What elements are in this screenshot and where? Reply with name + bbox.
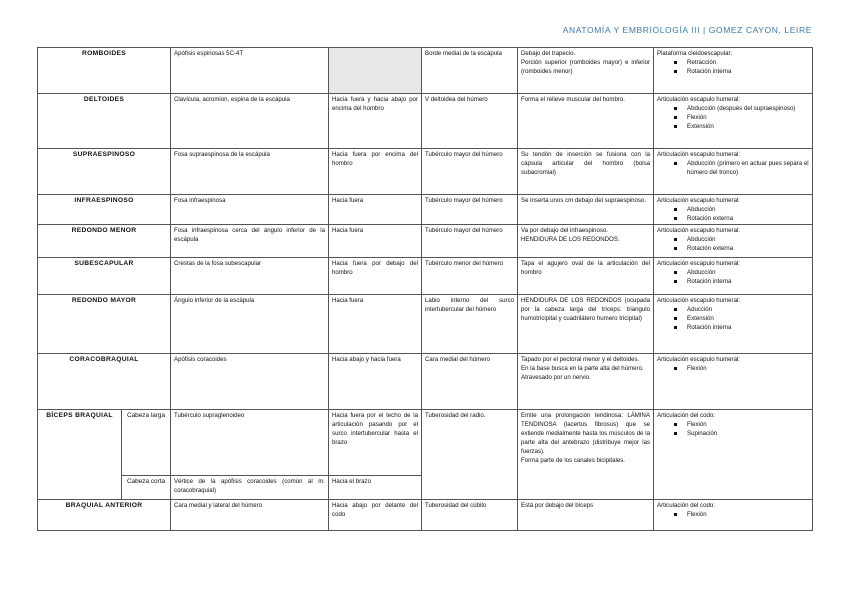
relations-cell <box>518 94 654 149</box>
function-item: Flexión <box>687 420 809 429</box>
function-cell <box>654 149 813 195</box>
relations-cell <box>518 149 654 195</box>
direction-cell: Hacia fuera por encima del hombro <box>329 149 422 195</box>
relations-cell <box>518 225 654 258</box>
function-list <box>657 235 809 253</box>
relations-cell <box>518 500 654 531</box>
function-title: Articulación escapulo humeral: <box>657 356 741 363</box>
relation-text: Forma el relieve muscular del hombro. <box>521 96 625 103</box>
origin-cell: Cara medial y lateral del húmero <box>171 500 329 531</box>
function-item: Rotación externa <box>687 244 809 253</box>
direction-cell: Hacia fuera <box>329 225 422 258</box>
table-row <box>38 295 813 354</box>
relations-cell <box>518 410 654 500</box>
function-cell <box>654 195 813 225</box>
muscle-name: BÍCEPS BRAQUIAL <box>38 410 122 500</box>
function-title: Articulación escapulo humeral: <box>657 260 741 267</box>
function-cell <box>654 94 813 149</box>
function-item: Abducción <box>687 235 809 244</box>
insertion-cell: Cara medial del húmero <box>422 354 518 410</box>
function-title: Articulación escapulo humeral: <box>657 96 741 103</box>
direction-cell: Hacia fuera <box>329 295 422 354</box>
table-row <box>38 48 813 94</box>
head-label: Cabeza larga <box>122 410 171 476</box>
relation-text: HENDIDURA DE LOS REDONDOS. <box>521 236 620 243</box>
function-list <box>657 58 809 76</box>
relation-text: Tapado por el pectoral menor y el deltoides. <box>521 356 640 363</box>
origin-cell: Clavícula, acromion, espina de la escápula <box>171 94 329 149</box>
origin-cell: Apófisis coracoides <box>171 354 329 410</box>
function-item: Supinación <box>687 429 809 438</box>
relation-text: Emite una prolongación tendinosa: LÁMINA TENDINOSA (lacertus fibrosus) que se extiende medialmente hasta los músculos de la parte alta del antebrazo (distribuye mejor las fuerzas). <box>521 412 651 455</box>
muscle-name: REDONDO MENOR <box>38 225 171 258</box>
function-item: Rotación interna <box>687 277 809 286</box>
direction-cell: Hacia fuera por debajo del hombro <box>329 258 422 295</box>
origin-cell: Ángulo inferior de la escápula <box>171 295 329 354</box>
function-item: Rotación interna <box>687 67 809 76</box>
direction-cell: Hacia fuera y hacia abajo por encima del hombro <box>329 94 422 149</box>
function-title: Articulación del codo: <box>657 412 715 419</box>
function-list <box>657 268 809 286</box>
table-row <box>38 258 813 295</box>
muscle-table <box>37 47 813 531</box>
function-title: Articulación escapulo humeral: <box>657 197 741 204</box>
relation-text: Porción superior (romboides mayor) e inferior (romboides menor) <box>521 59 651 75</box>
function-title: Articulación del codo: <box>657 502 715 509</box>
relation-text: Atravesado por un nervio. <box>521 374 591 381</box>
relation-text: En la base busca en la parte alta del húmero. <box>521 365 644 372</box>
function-item: Abducción (primero en actuar pues separa el húmero del tronco) <box>687 160 809 176</box>
direction-cell: Hacia abajo y hacia fuera <box>329 354 422 410</box>
muscle-name: DELTOIDES <box>38 94 171 149</box>
function-item: Flexión <box>687 364 809 373</box>
function-cell <box>654 410 813 500</box>
function-item: Flexión <box>687 113 809 122</box>
table-row <box>38 94 813 149</box>
function-cell <box>654 258 813 295</box>
origin-cell: Crestas de la fosa subescapular <box>171 258 329 295</box>
table-row <box>38 410 813 476</box>
relations-cell <box>518 295 654 354</box>
origin-cell: Fosa infraespinosa <box>171 195 329 225</box>
relation-text: Va por debajo del infraespinoso. <box>521 227 608 234</box>
origin-cell: Fosa infraespinosa cerca del ángulo inferior de la escápula <box>171 225 329 258</box>
function-list <box>657 305 809 332</box>
function-list <box>657 364 809 373</box>
function-list <box>657 205 809 223</box>
muscle-name: SUPRAESPINOSO <box>38 149 171 195</box>
direction-cell: Hacia abajo por delante del codo <box>329 500 422 531</box>
insertion-cell: Tuberosidad del cúbito <box>422 500 518 531</box>
insertion-cell: Labio interno del surco intertubercular del húmero <box>422 295 518 354</box>
origin-cell: Fosa supraespinosa de la escápula <box>171 149 329 195</box>
muscle-name: BRAQUIAL ANTERIOR <box>38 500 171 531</box>
insertion-cell: Borde medial de la escápula <box>422 48 518 94</box>
function-cell <box>654 500 813 531</box>
function-item: Abducción <box>687 268 809 277</box>
table-row <box>38 225 813 258</box>
relation-text: HENDIDURA DE LOS REDONDOS (ocupada por la cabeza larga del tríceps: triangulo humotricipital y cuadrilátero humero tricipital) <box>521 297 651 322</box>
insertion-cell: V deltoidea del húmero <box>422 94 518 149</box>
function-item: Abducción <box>687 205 809 214</box>
function-item: Flexión <box>687 510 809 519</box>
muscle-name: INFRAESPINOSO <box>38 195 171 225</box>
origin-cell: Apófisis espinosas 5C-4T <box>171 48 329 94</box>
insertion-cell: Tubérculo mayor del húmero <box>422 195 518 225</box>
muscle-name: CORACOBRAQUIAL <box>38 354 171 410</box>
function-cell <box>654 295 813 354</box>
function-title: Articulación escapulo humeral: <box>657 297 741 304</box>
relations-cell <box>518 258 654 295</box>
relation-text: Debajo del trapecio. <box>521 50 576 57</box>
insertion-cell: Tuberosidad del radio. <box>422 410 518 500</box>
function-item: Rotación externa <box>687 214 809 223</box>
relation-text: Está por debajo del bíceps <box>521 502 594 509</box>
relation-text: Se inserta unos cm debajo del supraespinoso. <box>521 197 647 204</box>
function-item: Aducción <box>687 305 809 314</box>
function-item: Rotación interna <box>687 323 809 332</box>
muscle-name: ROMBOIDES <box>38 48 171 94</box>
insertion-cell: Tubérculo menor del húmero <box>422 258 518 295</box>
relations-cell <box>518 195 654 225</box>
direction-cell: Hacia el brazo <box>329 476 422 500</box>
muscle-name: SUBESCAPULAR <box>38 258 171 295</box>
origin-cell: Tubérculo supraglenoideo <box>171 410 329 476</box>
insertion-cell: Tubérculo mayor del húmero <box>422 225 518 258</box>
function-cell <box>654 225 813 258</box>
relation-text: Forma parte de los canales bicipitales. <box>521 457 625 464</box>
function-item: Extensión <box>687 314 809 323</box>
insertion-cell: Tubérculo mayor del húmero <box>422 149 518 195</box>
function-title: Articulación escapulo humeral: <box>657 227 741 234</box>
table-row <box>38 354 813 410</box>
muscle-name: REDONDO MAYOR <box>38 295 171 354</box>
function-item: Retracción <box>687 58 809 67</box>
function-cell <box>654 354 813 410</box>
function-item: Extensión <box>687 122 809 131</box>
relations-cell <box>518 354 654 410</box>
function-list <box>657 510 809 519</box>
function-item: Abducción (después del supraespinoso) <box>687 104 809 113</box>
function-title: Plataforma cleidoescapular: <box>657 50 733 57</box>
function-list <box>657 420 809 438</box>
head-label: Cabeza corta <box>122 476 171 500</box>
table-row <box>38 149 813 195</box>
relation-text: Su tendón de inserción se fusiona con la cápsula articular del hombro (bolsa subacromial) <box>521 151 651 176</box>
table-row <box>38 195 813 225</box>
function-cell <box>654 48 813 94</box>
direction-cell: Hacia fuera por el techo de la articulación pasando por el surco intertubercular hasta el brazo <box>329 410 422 476</box>
relation-text: Tapa el agujero oval de la articulación del hombro <box>521 260 651 276</box>
function-list <box>657 159 809 177</box>
direction-cell: Hacia fuera <box>329 195 422 225</box>
relations-cell <box>518 48 654 94</box>
function-list <box>657 104 809 131</box>
function-title: Articulación escapulo humeral: <box>657 151 741 158</box>
table-row <box>38 500 813 531</box>
direction-cell <box>329 48 422 94</box>
document-header: ANATOMÍA Y EMBRIOLOGÍA III | GOMEZ CAYON, LEIRE <box>562 25 812 35</box>
origin-cell: Vértice de la apófisis coracoides (común al m. coracobraquial) <box>171 476 329 500</box>
